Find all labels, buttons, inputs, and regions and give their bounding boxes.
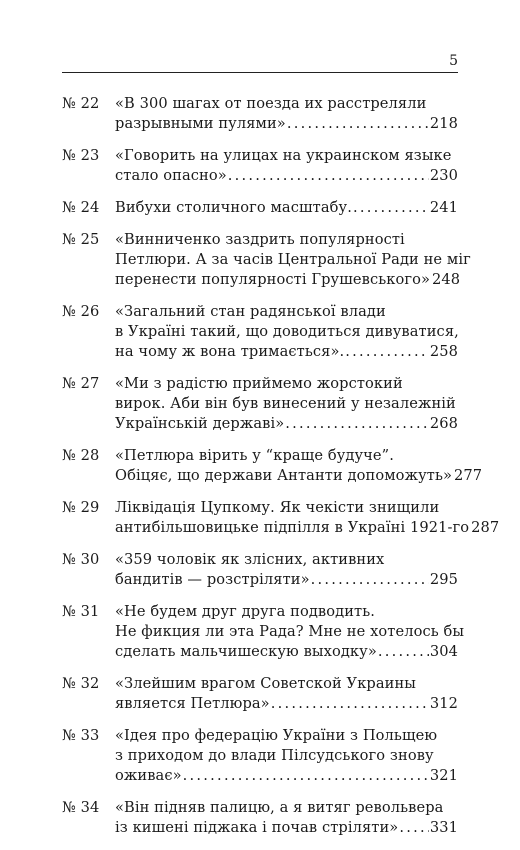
entry-page-number: 287 <box>471 519 500 536</box>
entry-page-number: 277 <box>454 467 483 484</box>
toc-entry <box>62 798 458 838</box>
entry-title <box>115 374 458 434</box>
entry-page-number: 248 <box>432 271 461 288</box>
entry-title-line: «Він підняв палицю, а я витяг револьвера <box>115 799 444 816</box>
toc-entry <box>62 674 458 714</box>
entry-page-number: 218 <box>429 115 458 132</box>
entry-number: № 25 <box>62 231 100 248</box>
entry-number: № 23 <box>62 147 100 164</box>
entry-title <box>115 446 483 486</box>
entry-title <box>115 146 458 186</box>
entry-last-line <box>115 766 458 786</box>
entry-title-line: «Ми з радістю приймемо жорстокий <box>115 375 403 392</box>
entry-last-line <box>115 414 458 434</box>
dot-leader <box>285 414 429 434</box>
entry-title <box>115 498 500 538</box>
entry-title-line: «Винниченко заздрить популярності <box>115 231 405 248</box>
entry-title <box>115 674 458 714</box>
entry-number: № 27 <box>62 375 100 392</box>
entry-title-line: із кишені піджака і почав стріляти» <box>115 819 399 836</box>
entry-title-line: Не фикция ли эта Рада? Мне не хотелось бы <box>115 623 465 640</box>
entry-last-line <box>115 818 458 838</box>
entry-title-line: является Петлюра» <box>115 695 270 712</box>
dot-leader <box>378 642 429 662</box>
toc-entry <box>62 550 458 590</box>
entry-last-line <box>115 198 458 218</box>
toc-entry <box>62 374 458 434</box>
toc-entry <box>62 302 458 362</box>
entry-number: № 33 <box>62 727 100 744</box>
entry-page-number: 241 <box>429 199 458 216</box>
entry-page-number: 258 <box>429 343 458 360</box>
entry-number: № 26 <box>62 303 100 320</box>
entry-last-line <box>115 342 458 362</box>
entry-title-line: разрывными пулями» <box>115 115 286 132</box>
entry-title <box>115 798 458 838</box>
entry-number: № 28 <box>62 447 100 464</box>
dot-leader <box>287 114 429 134</box>
toc-entry <box>62 602 465 662</box>
entry-title-line: «Загальний стан радянської влади <box>115 303 386 320</box>
toc-entry <box>62 198 458 218</box>
entry-last-line <box>115 518 500 538</box>
entry-page-number: 321 <box>429 767 458 784</box>
entry-last-line <box>115 166 458 186</box>
entry-last-line <box>115 114 458 134</box>
entry-title-line: «Ідея про федерацію України з Польщею <box>115 727 438 744</box>
entry-number: № 34 <box>62 799 100 816</box>
entry-last-line <box>115 466 483 486</box>
entry-number: № 29 <box>62 499 100 516</box>
dot-leader <box>271 694 429 714</box>
toc-entry <box>62 146 458 186</box>
entry-title <box>115 302 458 362</box>
entry-title-line: стало опасно» <box>115 167 227 184</box>
entry-last-line <box>115 694 458 714</box>
entry-title-line: перенести популярності Грушевського» <box>115 271 431 288</box>
entry-title <box>115 198 458 218</box>
entry-last-line <box>115 570 458 590</box>
entry-last-line <box>115 270 461 290</box>
dot-leader <box>311 570 429 590</box>
entry-title-line: з приходом до влади Пілсудського знову <box>115 747 434 764</box>
page-number: 5 <box>449 53 458 69</box>
entry-title-line: «Петлюра вірить у “краще будуче”. <box>115 447 394 464</box>
dot-leader <box>345 342 429 362</box>
entry-title-line: Вибухи столичного масштабу. <box>115 199 352 216</box>
entry-number: № 24 <box>62 199 100 216</box>
toc-entry <box>62 726 458 786</box>
entry-title-line: «Говорить на улицах на украинском языке <box>115 147 452 164</box>
entry-number: № 30 <box>62 551 100 568</box>
entry-title-line: Петлюри. А за часів Центральної Ради не міг <box>115 251 471 268</box>
entry-title <box>115 602 465 662</box>
entry-number: № 22 <box>62 95 100 112</box>
toc-entry <box>62 446 483 486</box>
entry-last-line <box>115 642 458 662</box>
dot-leader <box>399 818 429 838</box>
entry-title-line: на чому ж вона тримається». <box>115 343 345 360</box>
entry-title-line: Обіцяє, що держави Антанти допоможуть» <box>115 467 453 484</box>
entry-page-number: 230 <box>429 167 458 184</box>
header-rule <box>62 72 458 73</box>
entry-title-line: в Україні такий, що доводиться дивуватися, <box>115 323 459 340</box>
entry-title-line: «Злейшим врагом Советской Украины <box>115 675 417 692</box>
entry-number: № 32 <box>62 675 100 692</box>
entry-title-line: вирок. Аби він був винесений у незалежній <box>115 395 456 412</box>
toc-entry <box>62 230 471 290</box>
entry-title-line: бандитів — розстріляти» <box>115 571 310 588</box>
entry-page-number: 304 <box>429 643 458 660</box>
dot-leader <box>228 166 429 186</box>
entry-title-line: сделать мальчишескую выходку» <box>115 643 377 660</box>
entry-title-line: «В 300 шагах от поезда их расстреляли <box>115 95 427 112</box>
toc-entry <box>62 94 458 134</box>
entry-page-number: 312 <box>429 695 458 712</box>
entry-number: № 31 <box>62 603 100 620</box>
dot-leader <box>353 198 429 218</box>
entry-page-number: 295 <box>429 571 458 588</box>
entry-title-line: Українській державі» <box>115 415 285 432</box>
entry-title <box>115 94 458 134</box>
entry-title-line: антибільшовицьке підпілля в Україні 1921-го <box>115 519 470 536</box>
entry-title-line: «Не будем друг друга подводить. <box>115 603 375 620</box>
entry-title-line: «359 чоловік як злісних, активних <box>115 551 385 568</box>
entry-page-number: 331 <box>429 819 458 836</box>
entry-page-number: 268 <box>429 415 458 432</box>
entry-title <box>115 230 471 290</box>
entry-title-line: оживає» <box>115 767 182 784</box>
entry-title <box>115 726 458 786</box>
table-of-contents <box>62 94 500 850</box>
entry-title <box>115 550 458 590</box>
entry-title-line: Ліквідація Цупкому. Як чекісти знищили <box>115 499 440 516</box>
toc-entry <box>62 498 500 538</box>
dot-leader <box>183 766 429 786</box>
